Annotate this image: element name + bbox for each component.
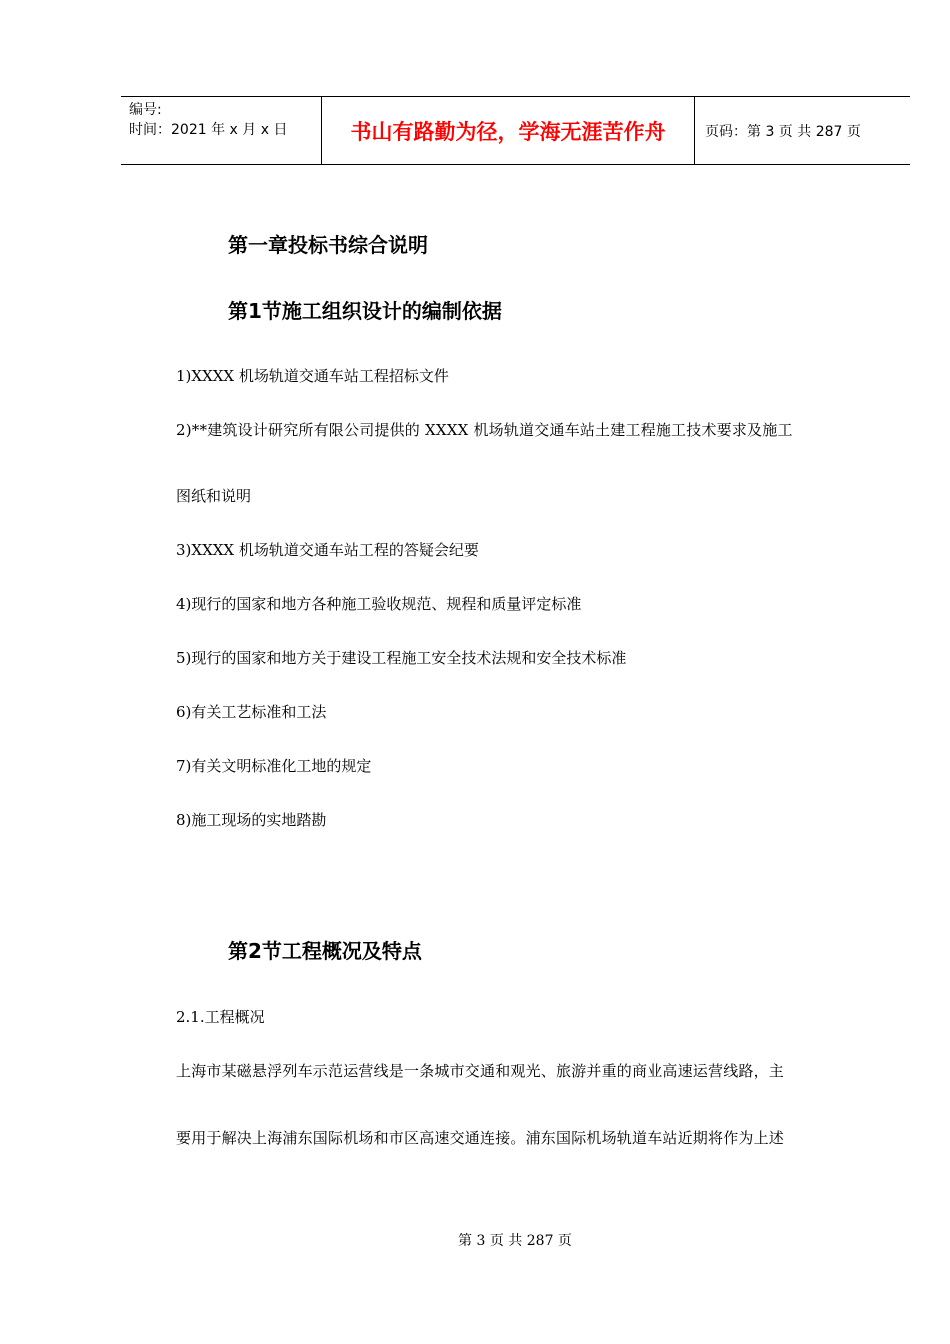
section-2-title: 第2节工程概况及特点 (228, 939, 422, 963)
page-footer: 第 3 页 共 287 页 (458, 1233, 572, 1249)
list-item-continuation: 图纸和说明 (176, 487, 252, 505)
list-item: 8)施工现场的实地踏勘 (176, 811, 327, 829)
section-1-title: 第1节施工组织设计的编制依据 (228, 299, 502, 323)
header-page-info: 页码：第 3 页 共 287 页 (705, 123, 861, 140)
document-number-label: 编号: (129, 102, 162, 118)
list-item: 4)现行的国家和地方各种施工验收规范、规程和质量评定标准 (176, 595, 582, 613)
header-meta-cell (121, 97, 322, 164)
subsection-title: 2.1.工程概况 (176, 1008, 265, 1026)
list-item: 3)XXXX 机场轨道交通车站工程的答疑会纪要 (176, 541, 479, 559)
document-time-label: 时间：2021 年 x 月 x 日 (129, 122, 288, 138)
list-item: 2)**建筑设计研究所有限公司提供的 XXXX 机场轨道交通车站土建工程施工技术要求及施工 (176, 421, 793, 439)
header-motto: 书山有路勤为径，学海无涯苦作舟 (322, 97, 695, 164)
paragraph-line: 上海市某磁悬浮列车示范运营线是一条城市交通和观光、旅游并重的商业高速运营线路，主 (176, 1062, 785, 1080)
list-item: 1)XXXX 机场轨道交通车站工程招标文件 (176, 367, 449, 385)
chapter-title: 第一章投标书综合说明 (228, 233, 428, 257)
list-item: 6)有关工艺标准和工法 (176, 703, 327, 721)
list-item: 7)有关文明标准化工地的规定 (176, 757, 372, 775)
list-item: 5)现行的国家和地方关于建设工程施工安全技术法规和安全技术标准 (176, 649, 627, 667)
paragraph-line: 要用于解决上海浦东国际机场和市区高速交通连接。浦东国际机场轨道车站近期将作为上述 (176, 1129, 785, 1147)
page-header (121, 96, 910, 165)
